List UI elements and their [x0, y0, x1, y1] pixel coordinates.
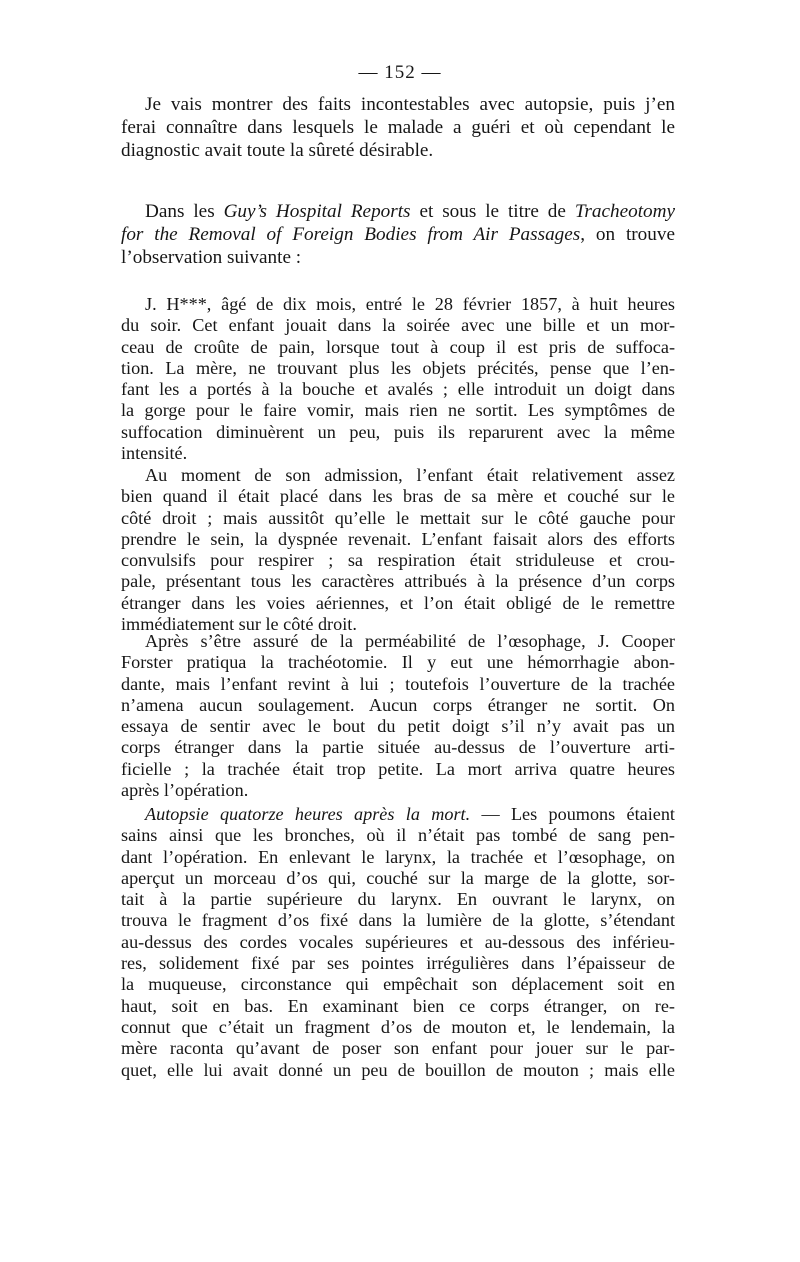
- text-line: ficielle ; la trachée était trop petite. La mort arriva quatre heures: [121, 758, 675, 779]
- text-line: suffocation diminuèrent un peu, puis ils reparurent avec la même: [121, 421, 675, 442]
- text-line: prendre le sein, la dyspnée revenait. L’enfant faisait alors des efforts: [121, 528, 675, 549]
- text-line: diagnostic avait toute la sûreté désirable.: [121, 139, 434, 161]
- text-line: dante, mais l’enfant revint à lui ; toutefois l’ouverture de la trachée: [121, 673, 675, 694]
- paragraph-autopsy: [121, 804, 675, 1081]
- text-line: n’amena aucun soulagement. Aucun corps étranger ne sortit. On: [121, 694, 675, 715]
- text-line: convulsifs pour respirer ; sa respiration était striduleuse et crou-: [121, 550, 675, 571]
- text-line: Au moment de son admission, l’enfant était relativement assez: [145, 465, 675, 485]
- text-line: Je vais montrer des faits incontestables avec autopsie, puis j’en: [145, 94, 675, 115]
- text-line: tait à la partie supérieure du larynx. En ouvrant le larynx, on: [121, 889, 675, 910]
- text-line: connut que c’était un fragment d’os de mouton et, le lendemain, la: [121, 1016, 675, 1037]
- text-line: Forster pratiqua la trachéotomie. Il y eut une hémorrhagie abon-: [121, 652, 675, 673]
- paragraph-operation: [121, 631, 675, 801]
- text-line: dant l’opération. En enlevant le larynx, la trachée et l’œsophage, on: [121, 846, 675, 867]
- text-line: haut, soit en bas. En examinant bien ce corps étranger, on re-: [121, 995, 675, 1016]
- text-line: pale, présentant tous les caractères attribués à la présence d’un corps: [121, 571, 675, 592]
- text-line: res, solidement fixé par ses pointes irrégulières dans l’épaisseur de: [121, 953, 675, 974]
- text-run: et sous le titre de: [410, 201, 575, 222]
- text-line: essaya de sentir avec le bout du petit doigt s’il n’y avait pas un: [121, 716, 675, 737]
- text-run: , on trouve: [580, 223, 675, 245]
- text-line: aperçut un morceau d’os qui, couché sur la marge de la glotte, sor-: [121, 867, 675, 888]
- text-line: au-dessus des cordes vocales supérieures et au-dessous des inférieu-: [121, 931, 675, 952]
- paragraph-source: [121, 201, 675, 269]
- text-line: étranger dans les voies aériennes, et l’on était obligé de le remettre: [121, 592, 675, 613]
- paragraph-case: [121, 294, 675, 464]
- text-line: ceau de croûte de pain, lorsque tout à coup il est pris de suffoca-: [121, 336, 675, 357]
- text-line: fant les a portés à la bouche et avalés ; elle introduit un doigt dans: [121, 379, 675, 400]
- article-title: for the Removal of Foreign Bodies from Air Passages: [121, 223, 581, 245]
- text-line: la gorge pour le faire vomir, mais rien ne sortit. Les symptômes de: [121, 400, 675, 421]
- text-line: trouva le fragment d’os fixé dans la lumière de la glotte, s’étendant: [121, 910, 675, 931]
- text-run: — Les poumons étaient: [470, 804, 675, 824]
- text-line: [121, 804, 675, 825]
- text-line: J. H***, âgé de dix mois, entré le 28 février 1857, à huit heures: [145, 294, 675, 314]
- text-line: [121, 224, 675, 247]
- text-line: l’observation suivante :: [121, 246, 302, 268]
- text-line: tion. La mère, ne trouvant plus les objets précités, pense que l’en-: [121, 357, 675, 378]
- text-line: intensité.: [121, 443, 188, 464]
- text-line: bien quand il était placé dans les bras de sa mère et couché sur le: [121, 486, 675, 507]
- text-line: du soir. Cet enfant jouait dans la soirée avec une bille et un mor-: [121, 315, 675, 336]
- text-line: Après s’être assuré de la perméabilité de l’œsophage, J. Cooper: [145, 631, 675, 651]
- text-line: ferai connaître dans lesquels le malade a guéri et où cependant le: [121, 116, 675, 138]
- text-run: Dans les: [145, 201, 224, 222]
- section-heading: Autopsie quatorze heures après la mort.: [145, 804, 471, 824]
- text-line: immédiatement sur le côté droit.: [121, 614, 357, 635]
- article-title: Tracheotomy: [574, 201, 676, 222]
- publication-title: Guy’s Hospital Reports: [223, 201, 411, 222]
- text-line: la muqueuse, circonstance qui empêchait son déplacement soit en: [121, 974, 675, 995]
- paragraph-admission: [121, 465, 675, 635]
- page-number: — 152 —: [358, 62, 442, 83]
- text-line: sains ainsi que les bronches, où il n’était pas tombé de sang pen-: [121, 825, 675, 846]
- text-line: mère raconta qu’avant de poser son enfant pour jouer sur le par-: [121, 1038, 675, 1059]
- text-line: après l’opération.: [121, 780, 249, 801]
- paragraph-intro: [121, 94, 675, 162]
- text-line: [121, 201, 675, 224]
- text-line: côté droit ; mais aussitôt qu’elle le mettait sur le côté gauche pour: [121, 507, 675, 528]
- text-line: quet, elle lui avait donné un peu de bouillon de mouton ; mais elle: [121, 1059, 675, 1080]
- text-line: corps étranger dans la partie située au-dessus de l’ouverture arti-: [121, 737, 675, 758]
